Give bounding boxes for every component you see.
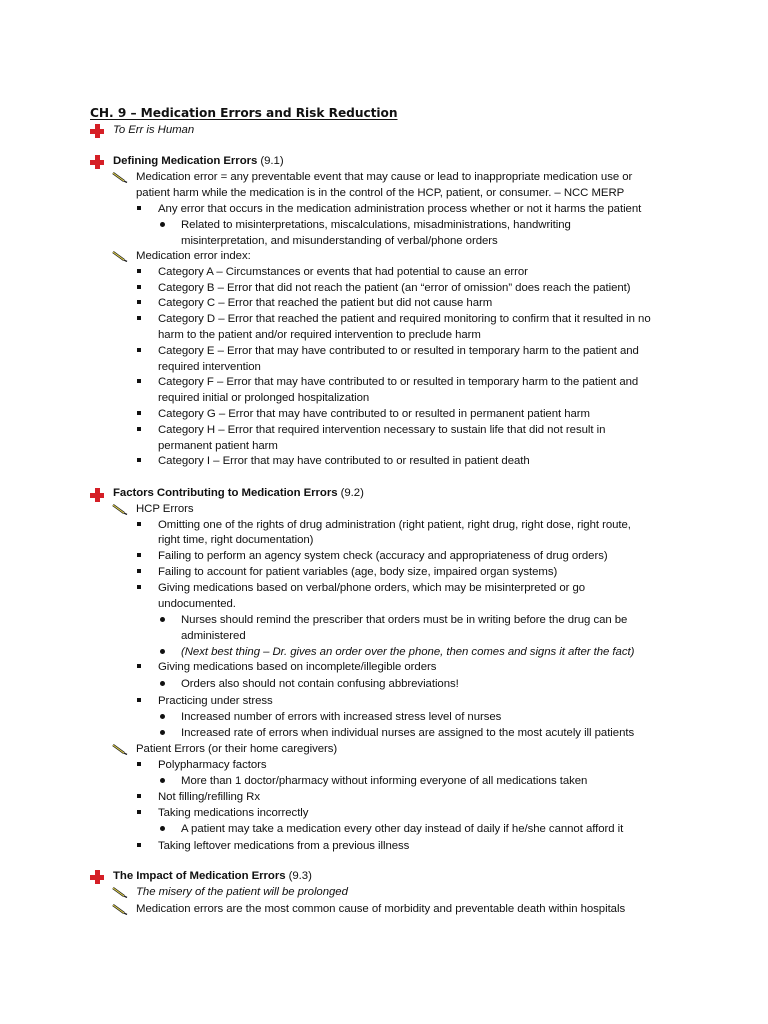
list-item: A patient may take a medication every other day instead of daily if he/she cannot afford it: [181, 823, 624, 835]
square-bullet-icon: [137, 762, 141, 766]
square-bullet-icon: [137, 206, 141, 210]
list-item: Increased rate of errors when individual nurses are assigned to the most acutely ill patients: [181, 727, 635, 739]
round-bullet-icon: [160, 649, 165, 654]
list-item: Practicing under stress: [158, 695, 273, 707]
round-bullet-icon: [160, 730, 165, 735]
square-bullet-icon: [137, 285, 141, 289]
list-item: Category G – Error that may have contributed to or resulted in permanent patient harm: [158, 408, 590, 420]
list-item: Medication errors are the most common cause of morbidity and preventable death within hospitals: [136, 903, 626, 915]
square-bullet-icon: [137, 664, 141, 668]
square-bullet-icon: [137, 569, 141, 573]
square-bullet-icon: [137, 458, 141, 462]
round-bullet-icon: [160, 714, 165, 719]
square-bullet-icon: [137, 794, 141, 798]
square-bullet-icon: [137, 427, 141, 431]
list-item: Medication error index:: [136, 250, 251, 262]
square-bullet-icon: [137, 316, 141, 320]
list-item: Taking medications incorrectly: [158, 807, 309, 819]
list-item: The misery of the patient will be prolonged: [136, 886, 348, 898]
list-item: Category B – Error that did not reach the patient (an “error of omission” does reach the patient): [158, 282, 631, 294]
subtitle: To Err is Human: [113, 124, 195, 136]
square-bullet-icon: [137, 269, 141, 273]
list-item: HCP Errors: [136, 503, 194, 515]
list-item: Not filling/refilling Rx: [158, 791, 260, 803]
list-item: Failing to account for patient variables (age, body size, impaired organ systems): [158, 566, 558, 578]
square-bullet-icon: [137, 843, 141, 847]
list-item: right time, right documentation): [158, 534, 314, 546]
list-item: undocumented.: [158, 598, 236, 610]
list-item: permanent patient harm: [158, 440, 278, 452]
list-item: Failing to perform an agency system check (accuracy and appropriateness of drug orders): [158, 550, 608, 562]
round-bullet-icon: [160, 778, 165, 783]
list-item: (Next best thing – Dr. gives an order over the phone, then comes and signs it after the fact): [181, 646, 635, 658]
pencil-icon: [112, 903, 128, 915]
square-bullet-icon: [137, 300, 141, 304]
pencil-icon: [112, 503, 128, 515]
square-bullet-icon: [137, 379, 141, 383]
list-item: Category I – Error that may have contributed to or resulted in patient death: [158, 455, 530, 467]
pencil-icon: [112, 886, 128, 898]
list-item: Increased number of errors with increased stress level of nurses: [181, 711, 502, 723]
round-bullet-icon: [160, 681, 165, 686]
round-bullet-icon: [160, 617, 165, 622]
list-item: Giving medications based on incomplete/illegible orders: [158, 661, 437, 673]
round-bullet-icon: [160, 826, 165, 831]
list-item: Medication error = any preventable event that may cause or lead to inappropriate medication use or: [136, 171, 633, 183]
pencil-icon: [112, 743, 128, 755]
red-cross-icon: [90, 870, 104, 884]
list-item: Category D – Error that reached the patient and required monitoring to confirm that it resulted in no: [158, 313, 651, 325]
square-bullet-icon: [137, 553, 141, 557]
list-item: Polypharmacy factors: [158, 759, 267, 771]
section-heading-impact: The Impact of Medication Errors (9.3): [113, 870, 312, 882]
list-item: Category F – Error that may have contributed to or resulted in temporary harm to the patient and: [158, 376, 639, 388]
list-item: Related to misinterpretations, miscalculations, misadministrations, handwriting: [181, 219, 571, 231]
list-item: Category E – Error that may have contributed to or resulted in temporary harm to the patient and: [158, 345, 639, 357]
round-bullet-icon: [160, 222, 165, 227]
red-cross-icon: [90, 124, 104, 138]
list-item: Taking leftover medications from a previous illness: [158, 840, 410, 852]
list-item: Nurses should remind the prescriber that orders must be in writing before the drug can be: [181, 614, 628, 626]
red-cross-icon: [90, 488, 104, 502]
list-item: Any error that occurs in the medication administration process whether or not it harms the patient: [158, 203, 642, 215]
list-item: More than 1 doctor/pharmacy without informing everyone of all medications taken: [181, 775, 588, 787]
list-item: Patient Errors (or their home caregivers): [136, 743, 338, 755]
list-item: patient harm while the medication is in the control of the HCP, patient, or consumer. – NCC MERP: [136, 187, 625, 199]
square-bullet-icon: [137, 810, 141, 814]
square-bullet-icon: [137, 698, 141, 702]
list-item: Category H – Error that required intervention necessary to sustain life that did not result in: [158, 424, 606, 436]
list-item: Omitting one of the rights of drug administration (right patient, right drug, right dose, right route,: [158, 519, 631, 531]
square-bullet-icon: [137, 348, 141, 352]
list-item: required intervention: [158, 361, 261, 373]
document-title: CH. 9 – Medication Errors and Risk Reduction: [90, 106, 398, 120]
red-cross-icon: [90, 155, 104, 169]
list-item: Orders also should not contain confusing abbreviations!: [181, 678, 459, 690]
section-heading-defining: Defining Medication Errors (9.1): [113, 155, 284, 167]
square-bullet-icon: [137, 585, 141, 589]
list-item: required initial or prolonged hospitalization: [158, 392, 370, 404]
list-item: administered: [181, 630, 246, 642]
square-bullet-icon: [137, 522, 141, 526]
list-item: Category C – Error that reached the patient but did not cause harm: [158, 297, 493, 309]
pencil-icon: [112, 250, 128, 262]
list-item: Category A – Circumstances or events that had potential to cause an error: [158, 266, 528, 278]
square-bullet-icon: [137, 411, 141, 415]
pencil-icon: [112, 171, 128, 183]
section-heading-factors: Factors Contributing to Medication Errors (9.2): [113, 487, 364, 499]
list-item: misinterpretation, and misunderstanding of verbal/phone orders: [181, 235, 498, 247]
list-item: harm to the patient and/or required intervention to preclude harm: [158, 329, 481, 341]
list-item: Giving medications based on verbal/phone orders, which may be misinterpreted or go: [158, 582, 586, 594]
